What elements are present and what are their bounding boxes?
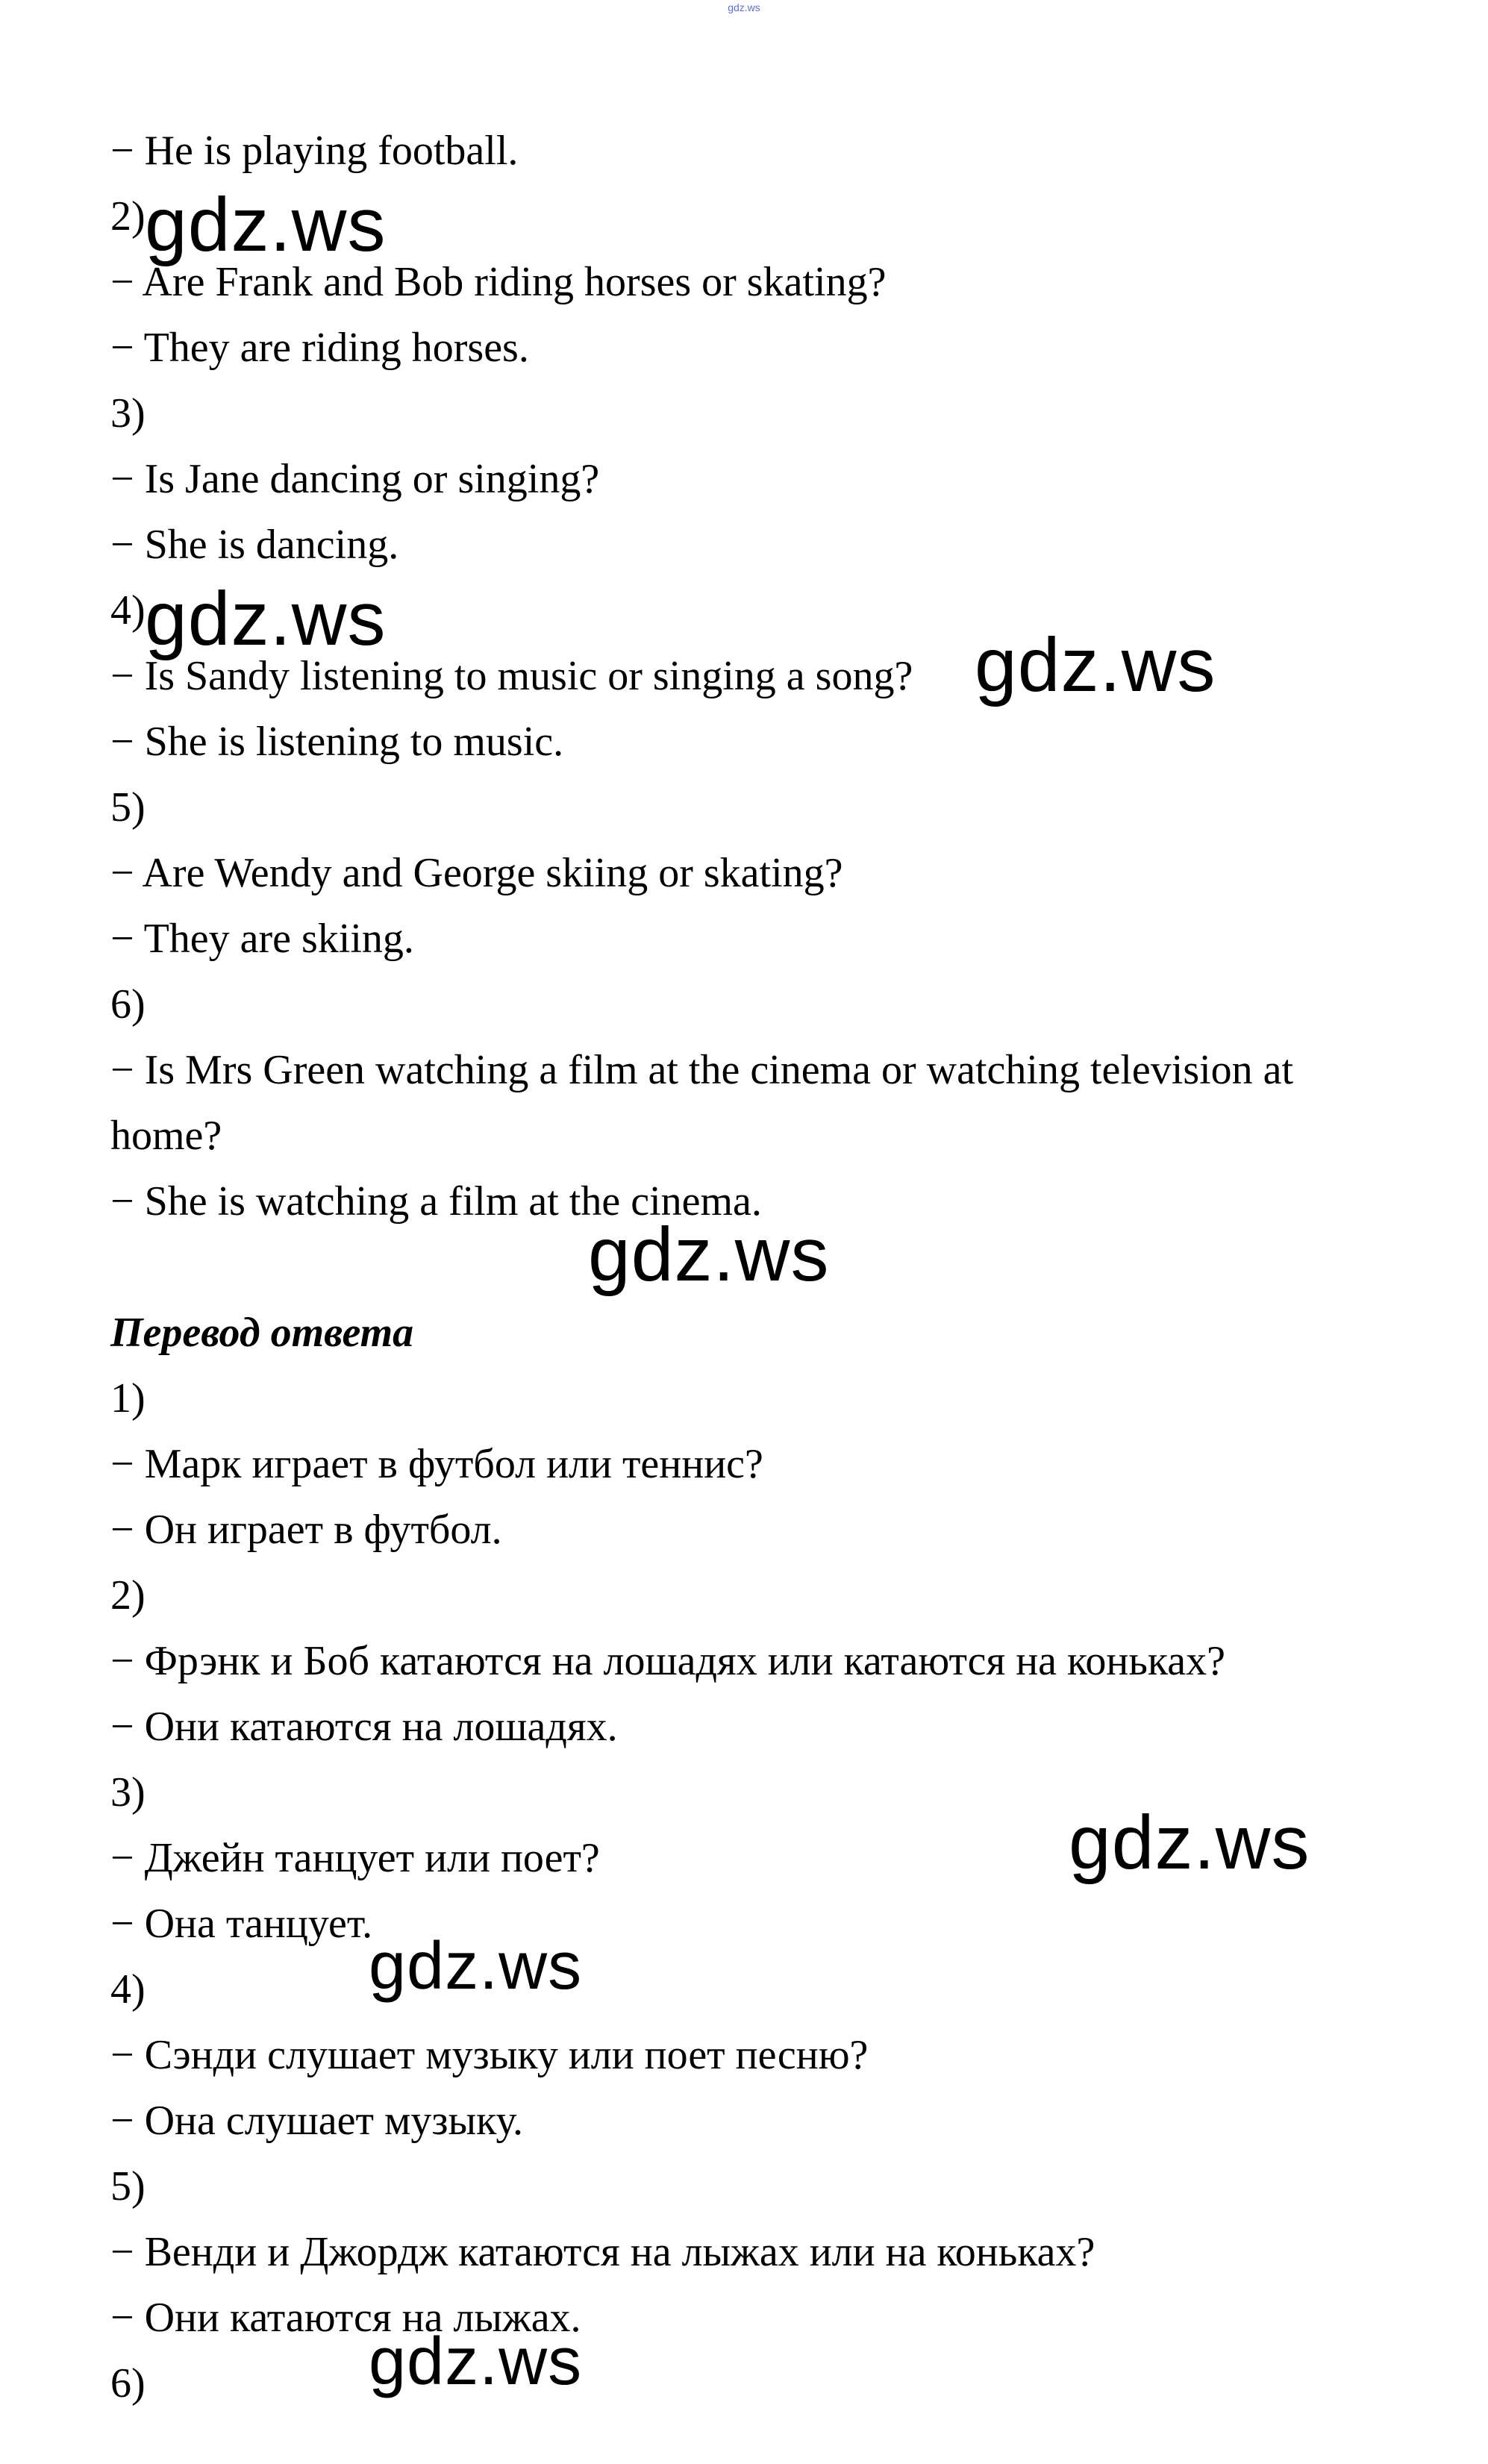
answer-line: − Они катаются на лыжах. (110, 2295, 581, 2341)
answer-line: − Она слушает музыку. (110, 2098, 523, 2144)
answer-line: − They are skiing. (110, 916, 414, 962)
answer-line: − She is listening to music. (110, 719, 564, 765)
question-line: − Марк играет в футбол или теннис? (110, 1441, 763, 1487)
answer-line: − He is playing football. (110, 128, 519, 174)
answer-line: − She is dancing. (110, 522, 399, 568)
translation-title: Перевод ответа (110, 1310, 414, 1356)
item-number: 5) (110, 784, 146, 831)
answer-line: − She is watching a film at the cinema. (110, 1178, 762, 1225)
question-line: − Джейн танцует или поет? (110, 1835, 600, 1881)
question-line: − Are Wendy and George skiing or skating? (110, 850, 843, 896)
question-line: − Is Mrs Green watching a film at the cinema or watching television at (110, 1047, 1294, 1093)
watermark: gdz.ws (369, 1929, 583, 2004)
question-line: − Венди и Джордж катаются на лыжах или на коньках? (110, 2229, 1095, 2275)
item-number: 5) (110, 2163, 146, 2210)
watermark: gdz.ws (588, 1212, 830, 1297)
item-number: 3) (110, 390, 146, 437)
watermark: gdz.ws (975, 622, 1216, 707)
item-number: 6) (110, 2360, 146, 2407)
item-number: 3) (110, 1769, 146, 1816)
question-line: − Is Jane dancing or singing? (110, 456, 600, 502)
answer-line: − They are riding horses. (110, 325, 529, 371)
question-line: − Фрэнк и Боб катаются на лошадях или катаются на коньках? (110, 1638, 1225, 1684)
watermark: gdz.ws (145, 576, 387, 661)
item-number: 1) (110, 1375, 146, 1422)
item-number: 6) (110, 981, 146, 1028)
question-line-continued: home? (110, 1113, 222, 1159)
answer-line: − Она танцует. (110, 1901, 373, 1947)
item-number: 4) (110, 1966, 146, 2013)
watermark: gdz.ws (1069, 1800, 1310, 1885)
answer-line: − Он играет в футбол. (110, 1507, 502, 1553)
question-line: − Are Frank and Bob riding horses or skating? (110, 259, 887, 305)
answer-line: − Они катаются на лошадях. (110, 1704, 618, 1750)
item-number: 4) (110, 587, 146, 634)
watermark: gdz.ws (145, 182, 387, 267)
header-watermark: gdz.ws (728, 1, 760, 13)
watermark: gdz.ws (369, 2324, 583, 2399)
question-line: − Сэнди слушает музыку или поет песню? (110, 2032, 869, 2078)
question-line: − Is Sandy listening to music or singing a song? (110, 653, 913, 699)
item-number: 2) (110, 193, 146, 240)
item-number: 2) (110, 1572, 146, 1619)
